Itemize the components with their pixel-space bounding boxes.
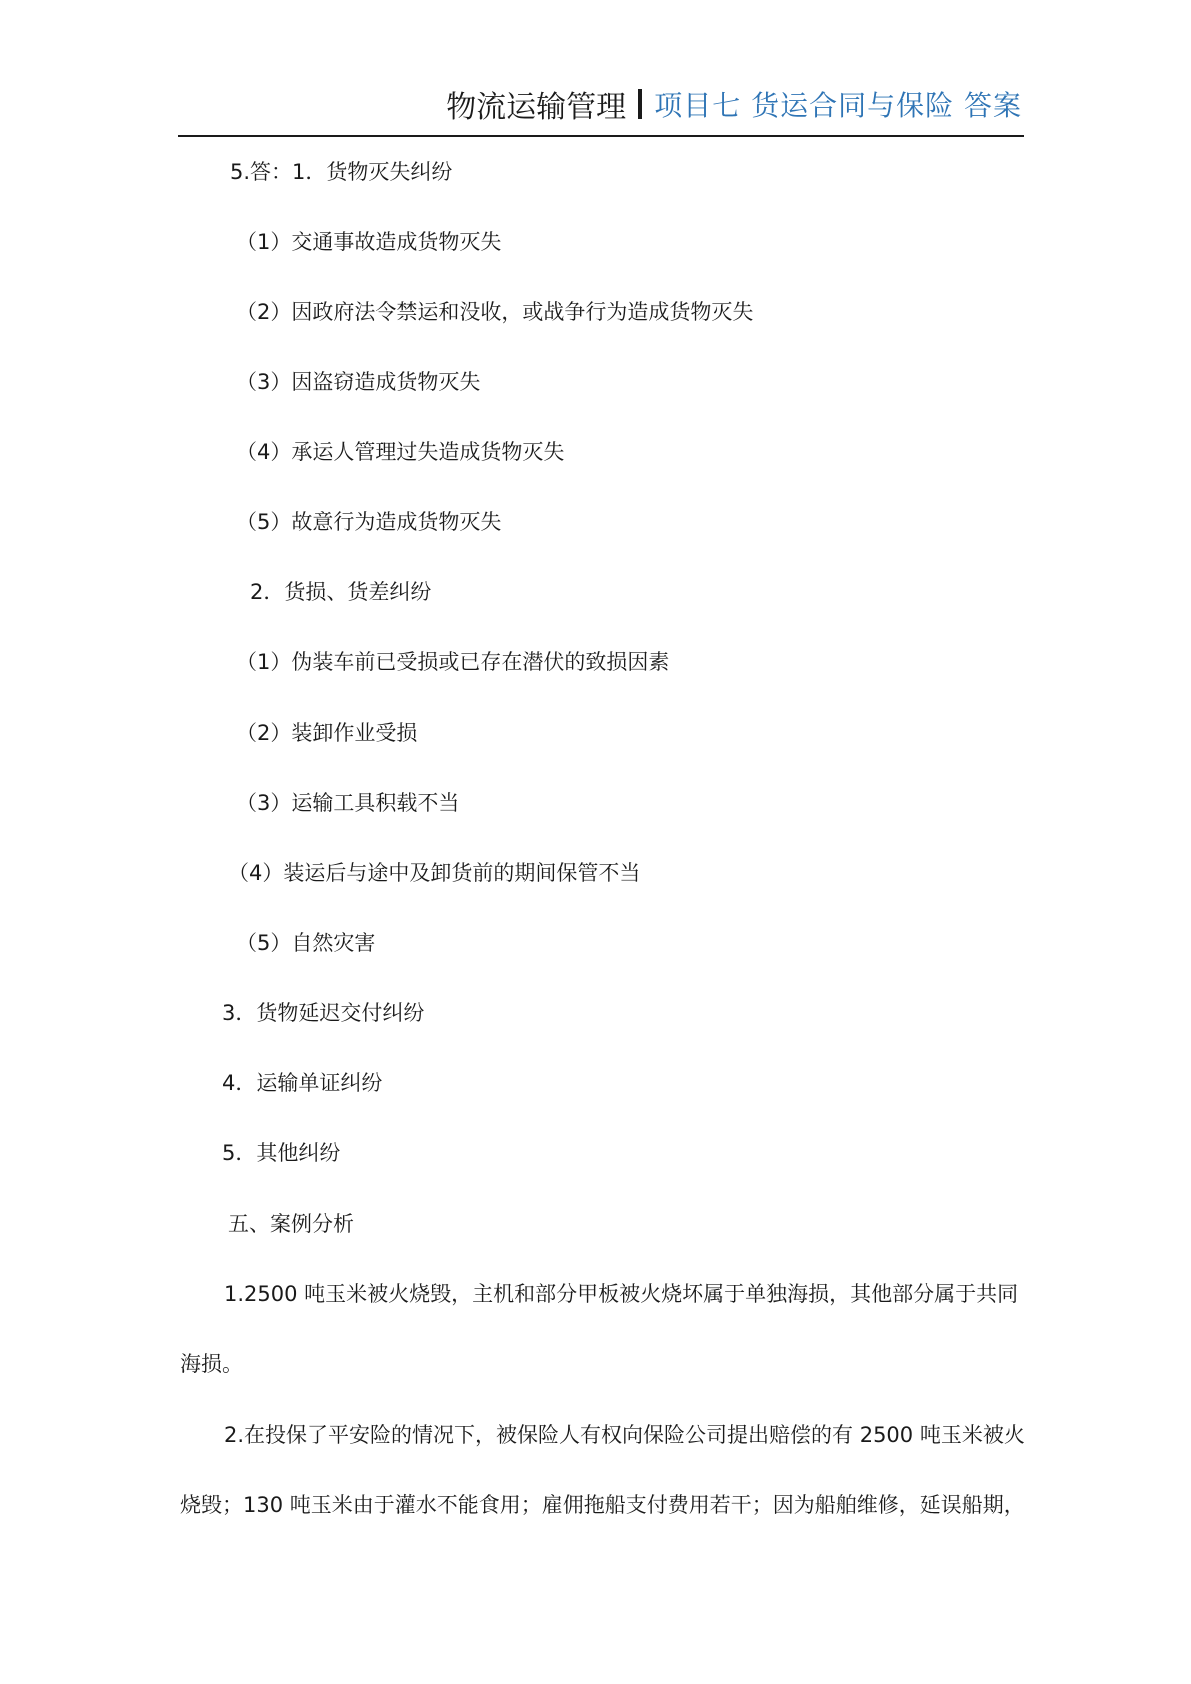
damage-item: （3）运输工具积载不当 bbox=[236, 791, 460, 815]
damage-item: （4）装运后与途中及卸货前的期间保管不当 bbox=[228, 861, 641, 885]
book-title: 物流运输管理 bbox=[446, 90, 627, 125]
dispute-item: 3．货物延迟交付纠纷 bbox=[222, 1001, 425, 1025]
page-header bbox=[180, 82, 1022, 138]
loss-item: （5）故意行为造成货物灭失 bbox=[236, 510, 502, 534]
case-1-text-cont: 海损。 bbox=[180, 1352, 243, 1376]
damage-item: （1）伪装车前已受损或已存在潜伏的致损因素 bbox=[236, 650, 670, 674]
loss-item: （1）交通事故造成货物灭失 bbox=[236, 230, 502, 254]
damage-item: （2）装卸作业受损 bbox=[236, 721, 418, 745]
header-separator bbox=[638, 89, 642, 119]
case-2-text-cont: 烧毁；130 吨玉米由于灌水不能食用；雇佣拖船支付费用若干；因为船舶维修，延误船期， bbox=[180, 1493, 1025, 1517]
header-rule bbox=[178, 135, 1024, 137]
chapter-title: 项目七 货运合同与保险 答案 bbox=[654, 89, 1022, 122]
answer-heading: 5.答：1．货物灭失纠纷 bbox=[230, 160, 453, 184]
loss-item: （2）因政府法令禁运和没收，或战争行为造成货物灭失 bbox=[236, 300, 754, 324]
dispute-item: 4．运输单证纠纷 bbox=[222, 1071, 383, 1095]
loss-item: （3）因盗窃造成货物灭失 bbox=[236, 370, 481, 394]
damage-heading: 2．货损、货差纠纷 bbox=[250, 580, 432, 604]
case-heading: 五、案例分析 bbox=[228, 1212, 354, 1236]
damage-item: （5）自然灾害 bbox=[236, 931, 376, 955]
case-2-text: 2.在投保了平安险的情况下，被保险人有权向保险公司提出赔偿的有 2500 吨玉米被火 bbox=[224, 1423, 1025, 1447]
case-1-text: 1.2500 吨玉米被火烧毁，主机和部分甲板被火烧坏属于单独海损，其他部分属于共同 bbox=[224, 1282, 1019, 1306]
dispute-item: 5．其他纠纷 bbox=[222, 1141, 341, 1165]
loss-item: （4）承运人管理过失造成货物灭失 bbox=[236, 440, 565, 464]
